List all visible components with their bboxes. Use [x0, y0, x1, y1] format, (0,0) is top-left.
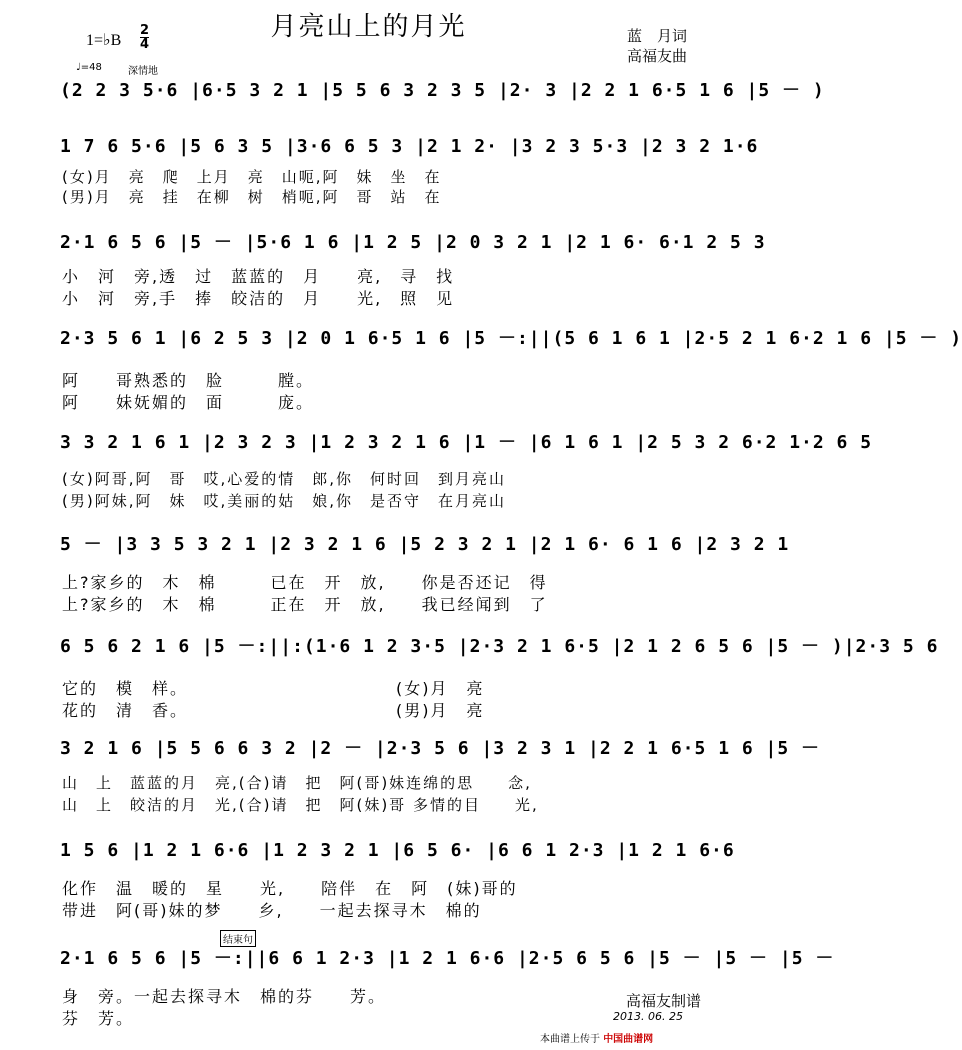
ending-label: 结束句 — [220, 930, 256, 947]
notation-line — [60, 836, 735, 866]
composer: 高福友曲 — [626, 47, 687, 65]
notation-text: (2 2 3 5·6 |6·5 3 2 1 |5 5 6 3 2 3 5 |2· 3 |2 2 1 6·5 1 6 |5 － ) — [60, 80, 825, 101]
lyricist: 蓝 月词 — [626, 27, 687, 45]
song-title: 月亮山上的月光 — [270, 12, 467, 42]
site-logo[interactable]: 中国曲谱网 — [603, 1034, 654, 1045]
transcription-date: 2013. 06. 25 — [613, 1010, 683, 1023]
lyric-line: 阿 哥熟悉的 脸 膛。 — [62, 371, 315, 390]
notation-text: 2·1 6 5 6 |5 － |5·6 1 6 |1 2 5 |2 0 3 2 1 |2 1 6· 6·1 2 5 3 — [60, 232, 766, 253]
expression-mark: 深情地 — [128, 66, 158, 77]
notation-line — [60, 76, 825, 106]
lyric-line: 它的 模 样。 (女)月 亮 — [62, 679, 485, 698]
notation-text: 2·3 5 6 1 |6 2 5 3 |2 0 1 6·5 1 6 |5 －:||(5 6 1 6 1 |2·5 2 1 6·2 1 6 |5 － ) — [60, 328, 962, 349]
tempo-mark: ♩=48 — [76, 62, 102, 73]
notation-line — [60, 734, 821, 764]
lyric-line: 化作 温 暖的 星 光, 陪伴 在 阿 (妹)哥的 — [62, 879, 518, 898]
credits — [627, 26, 687, 66]
meter-top: 2 — [140, 23, 150, 38]
key-signature: 1=♭B — [86, 32, 122, 49]
lyric-line: 上?家乡的 木 棉 正在 开 放, 我已经闻到 了 — [62, 595, 548, 614]
notation-line — [60, 324, 962, 354]
lyric-line: 阿 妹妩媚的 面 庞。 — [62, 393, 315, 412]
lyric-line: 小 河 旁,手 捧 皎洁的 月 光, 照 见 — [62, 289, 455, 308]
notation-line — [60, 228, 766, 258]
lyric-line: 上?家乡的 木 棉 已在 开 放, 你是否还记 得 — [62, 573, 548, 592]
notation-line — [60, 632, 939, 662]
notation-line — [60, 132, 759, 162]
notation-text: 3 2 1 6 |5 5 6 6 3 2 |2 － |2·3 5 6 |3 2 3 1 |2 2 1 6·5 1 6 |5 － — [60, 738, 821, 759]
lyric-line: 花的 清 香。 (男)月 亮 — [62, 701, 485, 720]
lyric-line: (男)阿妹,阿 妹 哎,美丽的姑 娘,你 是否守 在月亮山 — [62, 492, 507, 510]
upload-text: 本曲谱上传于 — [540, 1034, 600, 1045]
lyric-line: 山 上 皎洁的月 光,(合)请 把 阿(妹)哥 多情的目 光, — [62, 796, 539, 814]
lyric-line: 山 上 蓝蓝的月 亮,(合)请 把 阿(哥)妹连绵的思 念, — [62, 774, 532, 792]
notation-text: 1 7 6 5·6 |5 6 3 5 |3·6 6 5 3 |2 1 2· |3 2 3 5·3 |2 3 2 1·6 — [60, 136, 759, 157]
lyric-line: 小 河 旁,透 过 蓝蓝的 月 亮, 寻 找 — [62, 267, 455, 286]
notation-text: 6 5 6 2 1 6 |5 －:||:(1·6 1 2 3·5 |2·3 2 1 6·5 |2 1 2 6 5 6 |5 － )|2·3 5 6 — [60, 636, 939, 657]
lyric-line: (男)月 亮 挂 在柳 树 梢呃,阿 哥 站 在 — [62, 188, 442, 206]
transcriber-credit: 高福友制谱 — [625, 992, 701, 1010]
meter-bottom: 4 — [140, 37, 150, 52]
notation-line — [60, 944, 835, 974]
notation-text: 5 － |3 3 5 3 2 1 |2 3 2 1 6 |5 2 3 2 1 |2 1 6· 6 1 6 |2 3 2 1 — [60, 534, 790, 555]
time-signature — [140, 24, 149, 51]
lyric-line: (女)月 亮 爬 上月 亮 山呃,阿 妹 坐 在 — [62, 168, 442, 186]
notation-text: 3 3 2 1 6 1 |2 3 2 3 |1 2 3 2 1 6 |1 － |6 1 6 1 |2 5 3 2 6·2 1·2 6 5 — [60, 432, 873, 453]
lyric-line: (女)阿哥,阿 哥 哎,心爱的情 郎,你 何时回 到月亮山 — [62, 470, 507, 488]
notation-text: 2·1 6 5 6 |5 －:||6 6 1 2·3 |1 2 1 6·6 |2·5 6 5 6 |5 － |5 － |5 － — [60, 948, 835, 969]
notation-line — [60, 428, 873, 458]
lyric-line: 芬 芳。 — [62, 1009, 135, 1028]
lyric-line: 身 旁。一起去探寻木 棉的芬 芳。 — [62, 987, 387, 1006]
upload-note — [540, 1030, 653, 1045]
notation-text: 1 5 6 |1 2 1 6·6 |1 2 3 2 1 |6 5 6· |6 6 1 2·3 |1 2 1 6·6 — [60, 840, 735, 861]
lyric-line: 带进 阿(哥)妹的梦 乡, 一起去探寻木 棉的 — [62, 901, 482, 920]
notation-line — [60, 530, 790, 560]
